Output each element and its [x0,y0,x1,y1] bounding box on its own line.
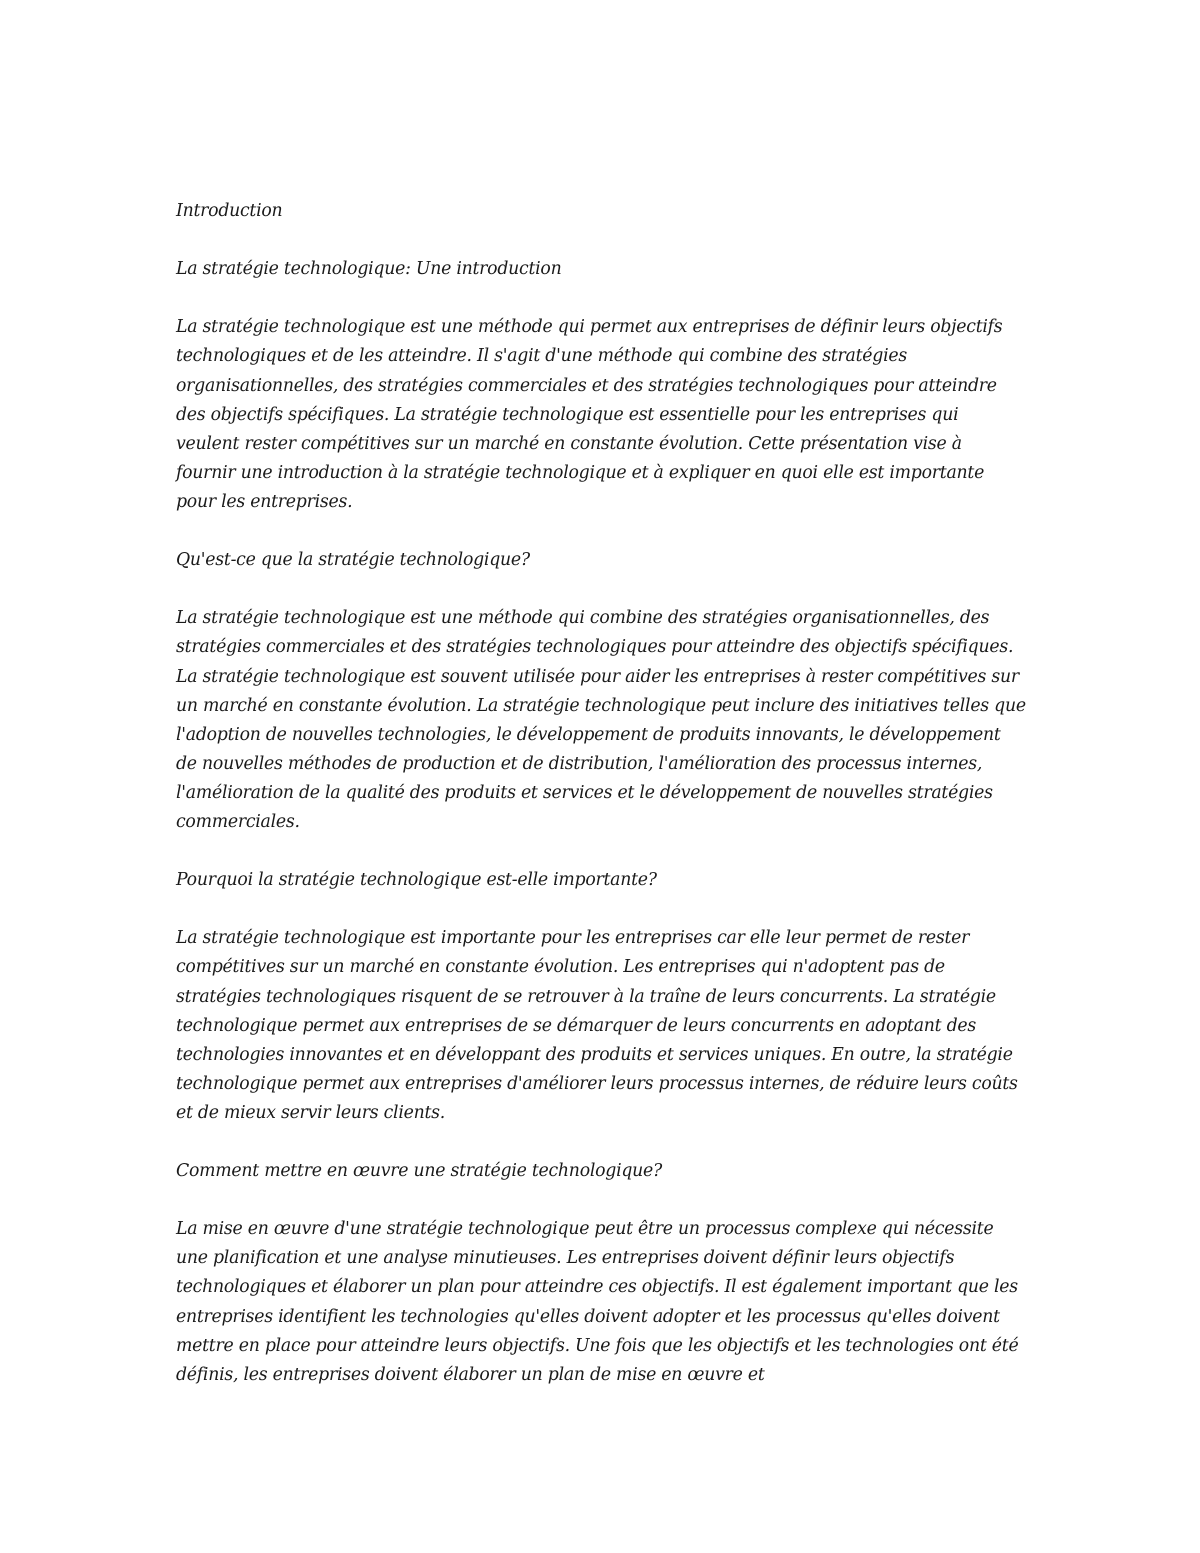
heading-strategy-intro: La stratégie technologique: Une introduction [176,259,562,280]
heading-how-implement: Comment mettre en œuvre une stratégie technologique? [176,1161,663,1182]
document-body [176,197,1026,1419]
paragraph-how-implement: La mise en œuvre d'une stratégie technologique peut être un processus complexe qui nécessite une planification et une analyse minutieuses. Les entreprises doivent définir leurs objectifs technologiques et élaborer un plan pour atteindre ces objectifs. Il est également important que les entreprises identifient les technologies qu'elles doivent adopter et les processus qu'elles doivent mettre en place pour atteindre leurs objectifs. Une fois que les objectifs et les technologies ont été définis, les entreprises doivent élaborer un plan de mise en œuvre et [176,1219,1019,1385]
paragraph-strategy-intro: La stratégie technologique est une méthode qui permet aux entreprises de définir leurs objectifs technologiques et de les atteindre. Il s'agit d'une méthode qui combine des stratégies organisationnelles, des stratégies commerciales et des stratégies technologiques pour atteindre des objectifs spécifiques. La stratégie technologique est essentielle pour les entreprises qui veulent rester compétitives sur un marché en constante évolution. Cette présentation vise à fournir une introduction à la stratégie technologique et à expliquer en quoi elle est importante pour les entreprises. [176,317,1003,512]
heading-what-is: Qu'est-ce que la stratégie technologique? [176,550,530,571]
heading-why-important: Pourquoi la stratégie technologique est-elle importante? [176,870,657,891]
heading-introduction: Introduction [176,201,283,221]
paragraph-why-important: La stratégie technologique est importante pour les entreprises car elle leur permet de rester compétitives sur un marché en constante évolution. Les entreprises qui n'adoptent pas de stratégies technologiques risquent de se retrouver à la traîne de leurs concurrents. La stratégie technologique permet aux entreprises de se démarquer de leurs concurrents en adoptant des technologies innovantes et en développant des produits et services uniques. En outre, la stratégie technologique permet aux entreprises d'améliorer leurs processus internes, de réduire leurs coûts et de mieux servir leurs clients. [176,928,1018,1123]
paragraph-what-is: La stratégie technologique est une méthode qui combine des stratégies organisationnelles, des stratégies commerciales et des stratégies technologiques pour atteindre des objectifs spécifiques. La stratégie technologique est souvent utilisée pour aider les entreprises à rester compétitives sur un marché en constante évolution. La stratégie technologique peut inclure des initiatives telles que l'adoption de nouvelles technologies, le développement de produits innovants, le développement de nouvelles méthodes de production et de distribution, l'amélioration des processus internes, l'amélioration de la qualité des produits et services et le développement de nouvelles stratégies commerciales. [176,608,1026,832]
